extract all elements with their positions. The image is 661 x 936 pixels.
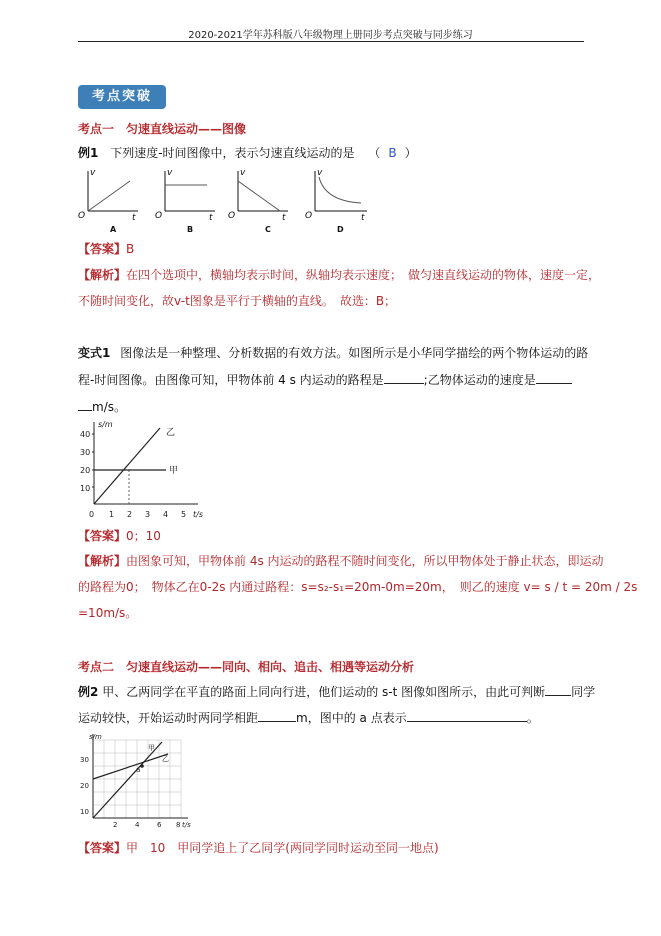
- answer-value: B: [126, 242, 135, 256]
- example-2-line-1: [78, 684, 595, 699]
- graph-d-letter: D: [337, 225, 344, 234]
- header-rule: [78, 41, 584, 42]
- y-tick-20: 20: [80, 782, 89, 790]
- blank-2b[interactable]: [78, 399, 92, 411]
- graph-a-letter: A: [110, 225, 117, 234]
- y-axis-label: s/m: [89, 733, 102, 741]
- analysis-text: 由图象可知，甲物体前 4s 内运动的路程不随时间变化，所以甲物体处于静止状态，即运动: [126, 554, 604, 568]
- point-a-label: a: [136, 766, 141, 774]
- example-2-text-e: 。: [526, 711, 539, 725]
- section-banner: 考点突破: [78, 85, 166, 109]
- graph-c: [228, 168, 288, 234]
- graph-d: [305, 168, 367, 234]
- variant-1-line-1: [78, 346, 588, 360]
- x-axis-label: t/s: [193, 510, 203, 519]
- y-tick-20: 20: [80, 466, 91, 475]
- svg-text:v: v: [167, 168, 173, 178]
- example-1-analysis-line-2: 不随时间变化，故v-t图象是平行于横轴的直线。 故选：B；: [78, 294, 397, 308]
- vt-graphs: [75, 165, 375, 237]
- blank-1[interactable]: [384, 372, 424, 384]
- example-1-question: [78, 146, 417, 160]
- y-tick-40: 40: [80, 430, 91, 439]
- variant-1-text-b: ;乙物体运动的速度是: [423, 373, 536, 387]
- svg-text:v: v: [90, 168, 96, 178]
- variant-1-unit: m/s。: [92, 400, 126, 414]
- variant-1-analysis-line-2: 的路程为0； 物体乙在0-2s 内通过路程：s=s₂-s₁=20m-0m=20m， 则乙的速度 v= s / t = 20m / 2s: [78, 580, 638, 594]
- st-chart-2: [76, 732, 196, 830]
- paren-left: （: [368, 146, 381, 160]
- example-2-text-b: 同学: [571, 685, 596, 699]
- variant-1-text: 图像法是一种整理、分析数据的有效方法。如图所示是小华同学描绘的两个物体运动的路: [120, 346, 589, 360]
- example-2-label: 例2: [78, 685, 99, 699]
- topic-2-title: 考点二 匀速直线运动——同向、相向、追击、相遇等运动分析: [78, 660, 415, 674]
- example-2-line-2: [78, 710, 539, 725]
- x-tick-4: 4: [135, 821, 140, 829]
- x-tick-5: 5: [181, 510, 187, 519]
- graph-a: [78, 168, 138, 234]
- blank-3[interactable]: [545, 684, 571, 696]
- analysis-label: 【解析】: [78, 554, 127, 568]
- page-header: 2020-2021学年苏科版八年级物理上册同步考点突破与同步练习: [188, 30, 473, 41]
- series-jia-line: [93, 742, 162, 818]
- x-tick-8: 8: [176, 821, 181, 829]
- svg-text:O: O: [305, 211, 313, 221]
- graph-b-letter: B: [187, 225, 194, 234]
- y-axis-label: s/m: [98, 420, 113, 429]
- svg-text:O: O: [155, 211, 163, 221]
- variant-1-analysis-line-1: [78, 554, 604, 568]
- example-1-label: 例1: [78, 146, 99, 160]
- blank-5[interactable]: [407, 710, 527, 722]
- blank-2a[interactable]: [536, 372, 572, 384]
- analysis-label: 【解析】: [78, 268, 127, 282]
- x-tick-2: 2: [127, 510, 133, 519]
- answer-label: 【答案】: [78, 529, 127, 543]
- x-tick-1: 1: [109, 510, 115, 519]
- svg-text:v: v: [240, 168, 246, 178]
- y-tick-30: 30: [80, 448, 91, 457]
- x-tick-3: 3: [145, 510, 151, 519]
- y-tick-30: 30: [80, 756, 89, 764]
- series-yi-label: 乙: [166, 428, 176, 438]
- st-chart-1: [76, 418, 216, 524]
- answer-value: 甲 10 甲同学追上了乙同学(两同学同时运动至同一地点): [126, 841, 439, 855]
- svg-text:t: t: [361, 213, 365, 223]
- svg-text:O: O: [78, 211, 86, 221]
- answer-label: 【答案】: [78, 242, 127, 256]
- example-1-answer: [78, 242, 134, 256]
- variant-1-line-3: [78, 399, 126, 414]
- variant-1-text-a: 程-时间图像。由图像可知，甲物体前 4 s 内运动的路程是: [78, 373, 384, 387]
- x-tick-2: 2: [113, 821, 118, 829]
- x-axis-label: t/s: [182, 821, 191, 829]
- variant-1-line-2: [78, 372, 572, 387]
- graph-b: [155, 168, 215, 234]
- series-yi-line: [94, 428, 160, 504]
- point-a: [140, 764, 144, 768]
- blank-4[interactable]: [258, 710, 296, 722]
- example-2-text-a: 甲、乙两同学在平直的路面上同向行进，他们运动的 s-t 图像如图所示，由此可判断: [102, 685, 546, 699]
- paren-right: ）: [404, 146, 417, 160]
- example-2-text-d: m，图中的 a 点表示: [296, 711, 407, 725]
- series-yi-label: 乙: [162, 755, 169, 763]
- topic-1-title: 考点一 匀速直线运动——图像: [78, 122, 247, 136]
- svg-text:t: t: [132, 213, 136, 223]
- x-tick-4: 4: [163, 510, 169, 519]
- example-1-inline-answer: B: [388, 146, 397, 160]
- answer-value: 0；10: [126, 529, 161, 543]
- example-1-text: 下列速度-时间图像中，表示匀速直线运动的是: [110, 146, 355, 160]
- example-1-analysis-line-1: [78, 268, 600, 282]
- variant-1-answer: [78, 529, 161, 543]
- y-tick-10: 10: [80, 484, 91, 493]
- svg-text:v: v: [317, 168, 323, 178]
- svg-text:t: t: [282, 213, 286, 223]
- svg-text:O: O: [228, 211, 236, 221]
- example-2-text-c: 运动较快，开始运动时两同学相距: [78, 711, 259, 725]
- variant-1-label: 变式1: [78, 346, 111, 360]
- series-jia-label: 甲: [169, 466, 179, 476]
- analysis-text: 在四个选项中，横轴均表示时间，纵轴均表示速度； 做匀速直线运动的物体，速度一定，: [126, 268, 601, 282]
- series-jia-label: 甲: [148, 744, 155, 752]
- answer-label: 【答案】: [78, 841, 127, 855]
- example-2-answer: [78, 841, 439, 855]
- variant-1-analysis-line-3: =10m/s。: [78, 606, 138, 620]
- x-tick-0: 0: [89, 510, 95, 519]
- svg-text:t: t: [209, 213, 213, 223]
- y-tick-10: 10: [80, 808, 89, 816]
- x-tick-6: 6: [157, 821, 162, 829]
- graph-c-letter: C: [265, 225, 271, 234]
